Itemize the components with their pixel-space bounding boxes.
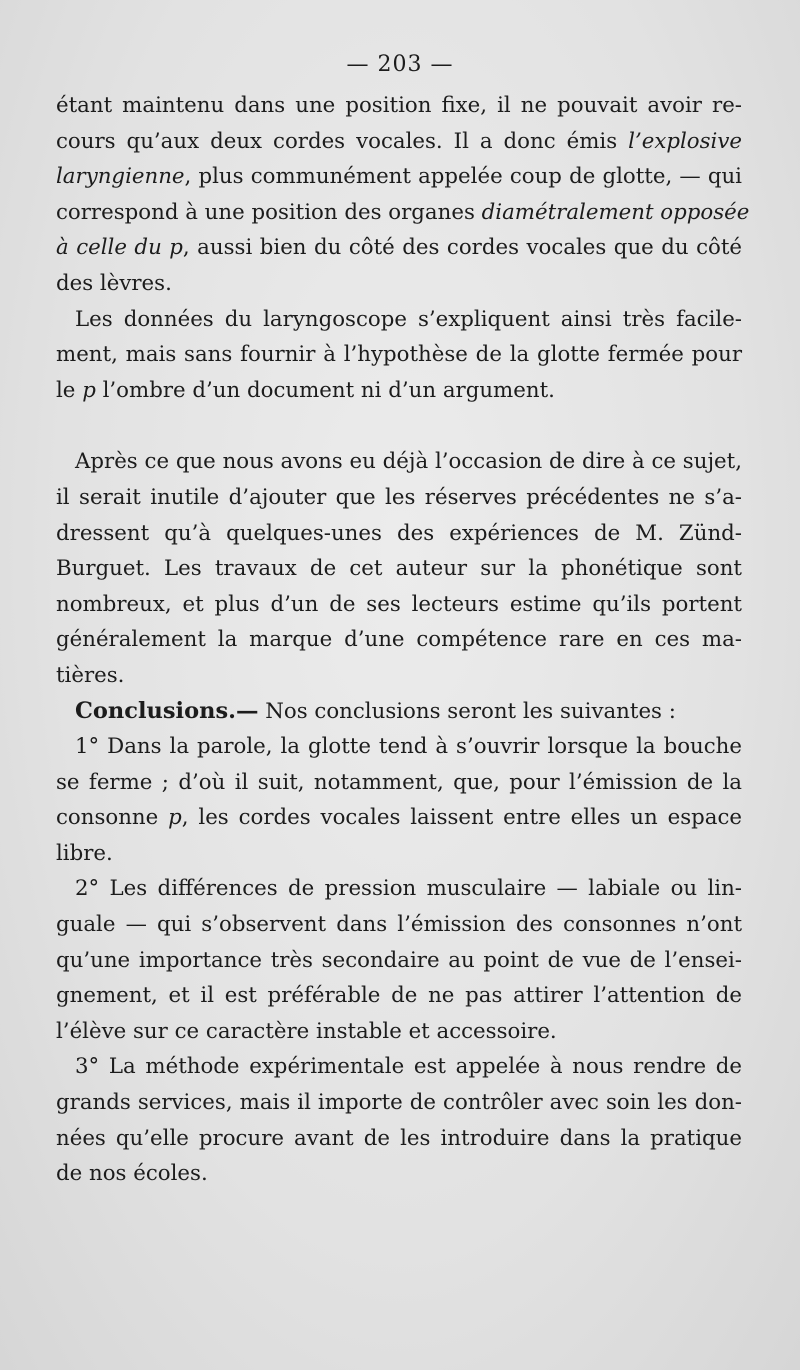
text-span: consonne (56, 805, 169, 831)
text-line: 1° Dans la parole, la glotte tend à s’ouvrir lorsque la bouche (75, 734, 742, 760)
conclusions-section (56, 694, 742, 730)
text-line: l’élève sur ce caractère instable et accessoire. (56, 1018, 557, 1044)
text-line: étant maintenu dans une position fixe, il ne pouvait avoir re- (56, 93, 742, 118)
text-span: Nos conclusions seront les suivantes : (258, 698, 676, 724)
text-line (56, 124, 742, 160)
page-number: — 203 — (346, 52, 454, 77)
text-line: Les données du laryngoscope s’expliquent ainsi très facile- (75, 306, 742, 332)
text-line (56, 230, 742, 266)
italic-term: p (168, 805, 182, 831)
conclusion-1 (56, 729, 742, 871)
text-line: Après ce que nous avons eu déjà l’occasion de dire à ce sujet, (75, 449, 742, 475)
italic-term: à celle du p (56, 235, 183, 261)
text-line: généralement la marque d’une compétence rare en ces ma- (56, 627, 742, 653)
text-line: il serait inutile d’ajouter que les réserves précédentes ne s’a- (56, 484, 742, 510)
conclusions-line (56, 694, 742, 730)
text-line: qu’une importance très secondaire au point de vue de l’ensei- (56, 947, 742, 973)
text-line: grands services, mais il importe de contrôler avec soin les don- (56, 1090, 742, 1116)
italic-term: diamétralement opposée (481, 199, 750, 225)
text-line (56, 800, 742, 836)
conclusions-heading: Conclusions.— (75, 697, 259, 724)
text-span: cours qu’aux deux cordes vocales. Il a donc émis (56, 128, 629, 154)
text-line (56, 159, 742, 195)
text-line: de nos écoles. (56, 1161, 208, 1187)
text-line: guale — qui s’observent dans l’émission des consonnes n’ont (56, 912, 742, 938)
text-span: , aussi bien du côté des cordes vocales que du côté (182, 235, 743, 261)
body-text (56, 88, 750, 1192)
text-span: correspond à une position des organes (56, 199, 482, 225)
text-line: se ferme ; d’où il suit, notamment, que, pour l’émission de la (56, 769, 742, 795)
text-line: ment, mais sans fournir à l’hypothèse de la glotte fermée pour (56, 342, 742, 368)
text-line: nées qu’elle procure avant de les introduire dans la pratique (56, 1125, 742, 1151)
italic-term: p (82, 377, 96, 403)
paragraph-reservations (56, 444, 742, 693)
text-span: l’ombre d’un document ni d’un argument. (95, 377, 555, 403)
paragraph-laryngoscope (56, 302, 742, 409)
paragraph-gap (56, 408, 742, 444)
text-line: 3° La méthode expérimentale est appelée à nous rendre de (75, 1054, 742, 1080)
text-span: , plus communément appelée coup de glotte, — qui (184, 164, 742, 190)
text-line: gnement, et il est préférable de ne pas attirer l’attention de (56, 983, 742, 1009)
text-line: Burguet. Les travaux de cet auteur sur la phonétique sont (56, 556, 742, 582)
conclusion-3 (56, 1049, 742, 1191)
text-line: nombreux, et plus d’un de ses lecteurs estime qu’ils portent (56, 591, 742, 617)
text-span: le (56, 377, 83, 403)
conclusion-2 (56, 871, 742, 1049)
italic-term: l’explosive (628, 128, 742, 154)
italic-term: laryngienne (56, 164, 185, 190)
text-line: tières. (56, 662, 125, 688)
text-line: libre. (56, 840, 113, 866)
text-line (56, 195, 750, 231)
paragraph-glottal-explosive (56, 88, 750, 302)
text-line: 2° Les différences de pression musculaire — labiale ou lin- (75, 876, 742, 902)
text-span: , les cordes vocales laissent entre elles un espace (181, 805, 742, 831)
text-line: des lèvres. (56, 270, 172, 296)
text-line: dressent qu’à quelques-unes des expériences de M. Zünd- (56, 520, 742, 546)
text-line (56, 373, 742, 409)
